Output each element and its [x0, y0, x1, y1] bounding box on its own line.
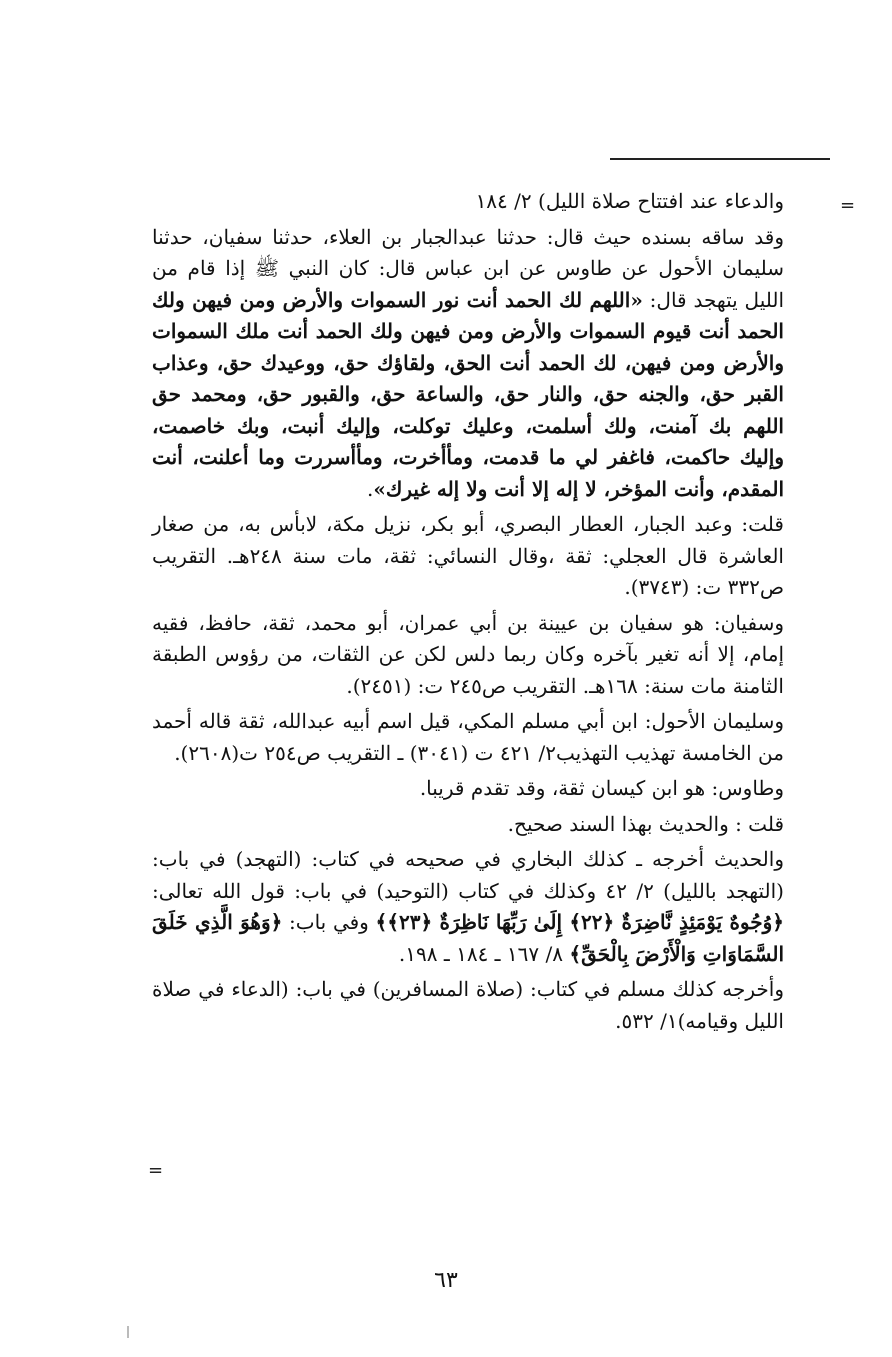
text-segment: وفي باب: — [282, 910, 376, 934]
text-segment: والدعاء عند افتتاح صلاة الليل) ٢/ ١٨٤ — [475, 189, 784, 213]
text-segment: قلت : والحديث بهذا السند صحيح. — [507, 811, 784, 836]
hadith-text: «اللهم لك الحمد أنت نور السموات والأرض ومن فيهن ولك الحمد أنت قيوم السموات والأرض ومن فيهن ولك الحمد أنت ملك السموات والأرض ومن فيهن، لك الحمد أنت الحق، ولقاؤك حق، ووعيدك حق، وعذاب القبر حق، والجنه حق، والنار حق، والساعة حق، والقبور حق، ومحمد حق اللهم بك آمنت، ولك أسلمت، وعليك توكلت، وإليك أنبت، وبك خاصمت، وإليك حاكمت، فاغفر لي ما قدمت، ومأأخرت، ومأأسررت وما أعلنت، أنت المقدم، وأنت المؤخر، لا إله إلا أنت ولا إله غيرك» — [152, 287, 784, 501]
quran-verse: ﴿وُجُوهٌ يَوْمَئِذٍ نَّاضِرَةٌ ﴿٢٢﴾ إِلَىٰ رَبِّهَا نَاظِرَةٌ ﴿٢٣﴾﴾ — [375, 910, 784, 934]
text-segment: وسليمان الأحول: ابن أبي مسلم المكي، قيل اسم أبيه عبدالله، ثقة قاله أحمد من الخامسة تهذيب التهذيب٢/ ٤٢١ ت (٣٠٤١) ـ التقريب ص٢٥٤ ت(٢٦٠٨). — [152, 709, 784, 765]
paragraph-narrator-sufyan — [152, 608, 784, 703]
footnote-separator-rule — [610, 158, 830, 160]
text-segment: . — [367, 476, 374, 501]
quran-verse: ﴿وَهُوَ الَّذِي خَلَقَ السَّمَاوَاتِ وَالْأَرْضَ بِالْحَقِّ﴾ — [152, 910, 784, 966]
continuation-mark-top: = — [840, 195, 856, 216]
text-segment: وسفيان: هو سفيان بن عيينة بن أبي عمران، أبو محمد، ثقة، حافظ، فقيه إمام، إلا أنه تغير بآخره وكان ربما دلس لكن عن الثقات، من رؤوس الطبقة الثامنة مات سنة: ١٦٨هـ. التقريب ص٢٤٥ ت: (٢٤٥١). — [152, 610, 784, 698]
text-segment: قلت: وعبد الجبار، العطار البصري، أبو بكر، نزيل مكة، لابأس به، من صغار العاشرة قال العجلي: ثقة ،وقال النسائي: ثقة، مات سنة ٢٤٨هـ. التقريب ص٣٣٢ ت: (٣٧٤٣). — [152, 512, 784, 599]
paragraph-narrator-abdaljabbar — [152, 509, 784, 604]
paragraph-narrator-tawus — [152, 773, 784, 805]
paragraph-narrator-sulayman — [152, 706, 784, 769]
paragraph-isnad-verdict — [152, 809, 784, 841]
continuation-mark-bottom: = — [148, 1160, 164, 1181]
paragraph-hadith-isnad — [152, 222, 784, 506]
paragraph-bukhari-reference — [152, 844, 784, 970]
page-number: ٦٣ — [434, 1268, 458, 1293]
text-segment: والحديث أخرجه ـ كذلك البخاري في صحيحه في كتاب: (التهجد) في باب: (التهجد بالليل) ٢/ ٤٢ وكذلك في كتاب (التوحيد) في باب: قول الله تعالى: — [152, 847, 784, 903]
text-segment: وأخرجه كذلك مسلم في كتاب: (صلاة المسافرين) في باب: (الدعاء في صلاة الليل وقيامه)١/ ٥٣٢. — [152, 977, 784, 1033]
text-segment: ٨/ ١٦٧ ـ ١٨٤ ـ ١٩٨. — [398, 941, 570, 966]
footnote-body — [152, 186, 784, 1041]
paragraph-muslim-reference — [152, 974, 784, 1037]
text-segment: وطاوس: هو ابن كيسان ثقة، وقد تقدم قريبا. — [419, 776, 784, 800]
paragraph-chapter-ref — [152, 186, 784, 218]
scan-artifact — [127, 1326, 129, 1338]
text-segment: وقد ساقه بسنده حيث قال: حدثنا عبدالجبار بن العلاء، حدثنا سفيان، حدثنا سليمان الأحول عن طاوس عن ابن عباس قال: كان النبي ﷺ إذا قام من الليل يتهجد قال: — [152, 224, 785, 312]
